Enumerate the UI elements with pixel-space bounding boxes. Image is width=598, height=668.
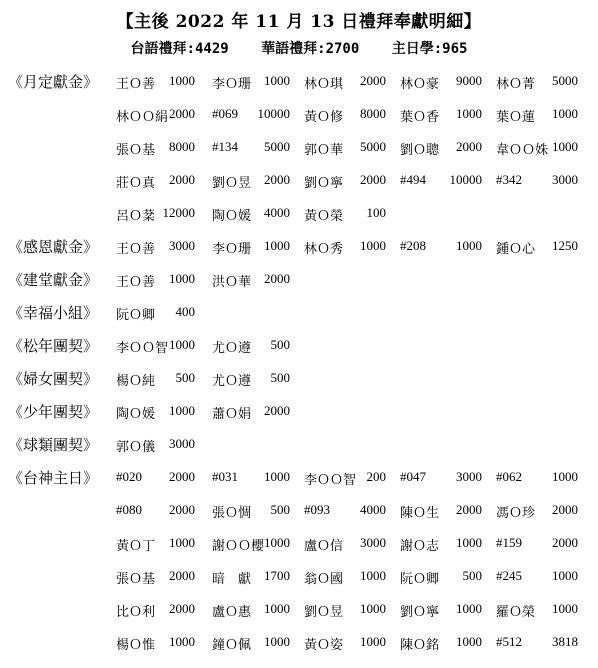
donation-amount: 10000	[257, 106, 290, 121]
donation-entry	[304, 535, 386, 554]
donation-amount: 400	[175, 304, 195, 319]
donation-amount: 1000	[456, 634, 482, 649]
donation-amount: 1000	[169, 535, 195, 550]
donation-entry	[212, 205, 290, 224]
donor-name: 陳Ｏ銘	[400, 637, 440, 652]
donation-amount: 2000	[169, 172, 195, 187]
donor-name: 尤Ｏ遵	[212, 340, 252, 355]
donation-entry	[400, 469, 482, 485]
donation-amount: 5000	[552, 73, 578, 88]
donation-entry	[496, 535, 578, 551]
donation-entry	[212, 469, 290, 485]
donor-name: #062	[496, 469, 522, 484]
donation-amount: 5000	[360, 139, 386, 154]
donation-entry	[116, 106, 195, 125]
donation-amount: 4000	[264, 205, 290, 220]
donor-name: 王Ｏ善	[116, 76, 156, 91]
donation-amount: 2000	[360, 73, 386, 88]
donation-entry	[496, 172, 578, 188]
donation-amount: 4000	[360, 502, 386, 517]
donation-amount: 9000	[456, 73, 482, 88]
donation-entry	[496, 568, 578, 584]
donation-amount: 1000	[264, 634, 290, 649]
donation-entry	[400, 502, 482, 521]
donation-entry	[212, 238, 290, 257]
section-label: 《月定獻金》	[8, 73, 99, 91]
donor-name: #494	[400, 172, 426, 187]
donation-entry	[212, 271, 290, 290]
donation-amount: 1000	[456, 106, 482, 121]
donor-name: #208	[400, 238, 426, 253]
donor-name: 盧Ｏ惠	[212, 604, 252, 619]
donation-entry	[116, 601, 195, 620]
donation-entry	[116, 304, 195, 323]
donor-name: 劉Ｏ寧	[400, 604, 440, 619]
donation-amount: 2000	[169, 601, 195, 616]
donor-name: #134	[212, 139, 238, 154]
donor-name: 比Ｏ利	[116, 604, 156, 619]
section-label: 《建堂獻金》	[8, 271, 99, 289]
donor-name: 黃Ｏ姿	[304, 637, 344, 652]
donation-entry	[116, 139, 195, 158]
donation-amount: 1000	[360, 601, 386, 616]
donation-amount: 1000	[264, 601, 290, 616]
donor-name: 陶Ｏ媛	[212, 208, 252, 223]
donation-amount: 1000	[264, 73, 290, 88]
donor-name: 林Ｏ豪	[400, 76, 440, 91]
donation-entry	[400, 106, 482, 125]
donation-entry	[496, 73, 578, 92]
donor-name: 暗 獻	[212, 571, 252, 586]
donation-amount: 2000	[169, 502, 195, 517]
donation-entry	[304, 634, 386, 653]
donation-entry	[116, 337, 195, 356]
donation-amount: 1000	[360, 238, 386, 253]
donor-name: #159	[496, 535, 522, 550]
donation-amount: 2000	[169, 469, 195, 484]
donation-amount: 8000	[169, 139, 195, 154]
donation-amount: 2000	[456, 502, 482, 517]
donor-name: 劉Ｏ寧	[304, 175, 344, 190]
donor-name: #020	[116, 469, 142, 484]
donation-entry	[496, 106, 578, 125]
donation-amount: 8000	[360, 106, 386, 121]
section-label: 《少年團契》	[8, 403, 99, 421]
donation-amount: 1000	[169, 634, 195, 649]
donor-name: 黃Ｏ榮	[304, 208, 344, 223]
donation-entry	[400, 535, 482, 554]
donation-entry	[116, 502, 195, 518]
donation-entry	[496, 469, 578, 485]
donor-name: 李Ｏ珊	[212, 76, 252, 91]
donation-amount: 1000	[552, 139, 578, 154]
donation-entry	[400, 238, 482, 254]
donor-name: 張Ｏ惆	[212, 505, 252, 520]
donation-amount: 500	[270, 337, 290, 352]
donation-entry	[212, 403, 290, 422]
donor-name: 謝Ｏ志	[400, 538, 440, 553]
donation-amount: 2000	[360, 172, 386, 187]
donation-entry	[304, 601, 386, 620]
donor-name: 蕭Ｏ娟	[212, 406, 252, 421]
donation-amount: 1700	[264, 568, 290, 583]
donation-entry	[116, 370, 195, 389]
donor-name: 韋ＯＯ姝	[496, 142, 549, 157]
donor-name: 郭Ｏ華	[304, 142, 344, 157]
donation-amount: 2000	[264, 172, 290, 187]
donor-name: 林Ｏ秀	[304, 241, 344, 256]
donation-entry	[212, 73, 290, 92]
donation-amount: 1000	[169, 73, 195, 88]
donation-entry	[116, 403, 195, 422]
donation-amount: 2000	[264, 271, 290, 286]
donor-name: 李ＯＯ智	[116, 340, 169, 355]
attendance-summary	[0, 38, 598, 58]
donation-entry	[212, 337, 290, 356]
donation-entry	[304, 73, 386, 92]
donation-entry	[304, 238, 386, 257]
donation-entry	[212, 634, 290, 653]
donor-name: 陳Ｏ生	[400, 505, 440, 520]
donation-entry	[212, 370, 290, 389]
donor-name: 馮Ｏ珍	[496, 505, 536, 520]
donor-name: 王Ｏ善	[116, 241, 156, 256]
page-title: 【主後 2022 年 11 月 13 日禮拜奉獻明細】	[116, 12, 482, 32]
donor-name: 阮Ｏ卿	[116, 307, 156, 322]
donation-entry	[116, 568, 195, 587]
donation-amount: 1000	[169, 337, 195, 352]
donor-name: 謝ＯＯ櫻	[212, 538, 265, 553]
donation-amount: 12000	[162, 205, 195, 220]
donor-name: 林Ｏ菁	[496, 76, 536, 91]
donation-entry	[212, 535, 290, 554]
donation-entry	[212, 106, 290, 122]
donor-name: #031	[212, 469, 238, 484]
donation-amount: 500	[270, 502, 290, 517]
donation-entry	[116, 535, 195, 554]
donation-amount: 10000	[449, 172, 482, 187]
donation-amount: 500	[270, 370, 290, 385]
donation-amount: 1000	[552, 568, 578, 583]
donation-entry	[116, 469, 195, 485]
donation-entry	[496, 502, 578, 521]
donation-amount: 500	[462, 568, 482, 583]
donor-name: 黃Ｏ丁	[116, 538, 156, 553]
donation-amount: 1000	[360, 568, 386, 583]
donation-amount: 1250	[552, 238, 578, 253]
donor-name: 陶Ｏ媛	[116, 406, 156, 421]
donor-name: #080	[116, 502, 142, 517]
donation-amount: 2000	[552, 502, 578, 517]
donor-name: 王Ｏ善	[116, 274, 156, 289]
donor-name: #047	[400, 469, 426, 484]
donor-name: 阮Ｏ卿	[400, 571, 440, 586]
donation-entry	[116, 205, 195, 224]
donation-entry	[304, 106, 386, 125]
donor-name: 楊Ｏ純	[116, 373, 156, 388]
donation-amount: 2000	[552, 535, 578, 550]
section-label: 《球類團契》	[8, 436, 99, 454]
donation-entry	[212, 502, 290, 521]
section-label: 《感恩獻金》	[8, 238, 99, 256]
donation-entry	[304, 205, 386, 224]
donation-amount: 1000	[169, 271, 195, 286]
donation-entry	[496, 634, 578, 650]
donor-name: 劉Ｏ昱	[304, 604, 344, 619]
donor-name: 劉Ｏ聰	[400, 142, 440, 157]
donation-amount: 200	[366, 469, 386, 484]
donor-name: 呂Ｏ棻	[116, 208, 156, 223]
donor-name: 黃Ｏ修	[304, 109, 344, 124]
donor-name: 林ＯＯ絹	[116, 109, 169, 124]
donation-amount: 2000	[169, 568, 195, 583]
section-label: 《婦女團契》	[8, 370, 99, 388]
donation-amount: 1000	[552, 601, 578, 616]
donation-amount: 1000	[552, 469, 578, 484]
donation-entry	[116, 172, 195, 191]
donor-name: 翁Ｏ國	[304, 571, 344, 586]
donation-amount: 3818	[552, 634, 578, 649]
donation-amount: 2000	[456, 139, 482, 154]
donor-name: #069	[212, 106, 238, 121]
donation-amount: 2000	[264, 403, 290, 418]
donation-entry	[304, 469, 386, 488]
donation-entry	[400, 568, 482, 587]
donor-name: 莊Ｏ真	[116, 175, 156, 190]
donor-name: 張Ｏ基	[116, 142, 156, 157]
donor-name: 劉Ｏ昱	[212, 175, 252, 190]
donation-entry	[304, 139, 386, 158]
donor-name: 葉Ｏ香	[400, 109, 440, 124]
donation-amount: 3000	[169, 238, 195, 253]
donation-amount: 3000	[552, 172, 578, 187]
donor-name: 楊Ｏ惟	[116, 637, 156, 652]
donation-amount: 500	[175, 370, 195, 385]
donation-entry	[496, 238, 578, 257]
donation-amount: 1000	[552, 106, 578, 121]
donation-entry	[116, 436, 195, 455]
donation-entry	[400, 73, 482, 92]
donation-entry	[212, 139, 290, 155]
donation-amount: 3000	[169, 436, 195, 451]
donation-amount: 1000	[456, 535, 482, 550]
donation-entry	[304, 502, 386, 518]
donation-entry	[400, 634, 482, 653]
donation-amount: 1000	[169, 403, 195, 418]
donor-name: 盧Ｏ信	[304, 538, 344, 553]
donor-name: 尤Ｏ遵	[212, 373, 252, 388]
donation-entry	[116, 634, 195, 653]
donor-name: #512	[496, 634, 522, 649]
donation-amount: 1000	[264, 535, 291, 550]
donation-amount: 3000	[360, 535, 386, 550]
donor-name: #093	[304, 502, 330, 517]
donor-name: 鍾Ｏ心	[496, 241, 536, 256]
donation-entry	[304, 568, 386, 587]
section-label: 《幸福小組》	[8, 304, 99, 322]
donation-entry	[496, 139, 578, 158]
donation-amount: 1000	[360, 634, 386, 649]
taiwanese-service-total: 台語禮拜:4429	[130, 41, 229, 57]
donation-entry	[116, 271, 195, 290]
donor-name: 羅Ｏ榮	[496, 604, 536, 619]
donation-entry	[212, 568, 290, 587]
mandarin-service-total: 華語禮拜:2700	[261, 41, 360, 57]
section-label: 《台神主日》	[8, 469, 99, 487]
donation-amount: 5000	[264, 139, 290, 154]
donor-name: 郭Ｏ儀	[116, 439, 156, 454]
donation-entry	[400, 601, 482, 620]
donor-name: 葉Ｏ蓮	[496, 109, 536, 124]
donation-entry	[116, 238, 195, 257]
donation-entry	[212, 172, 290, 191]
section-label: 《松年團契》	[8, 337, 99, 355]
donation-entry	[116, 73, 195, 92]
donor-name: #245	[496, 568, 522, 583]
sunday-school-total: 主日學:965	[391, 41, 468, 57]
donation-amount: 1000	[456, 601, 482, 616]
donor-name: 李Ｏ珊	[212, 241, 252, 256]
donation-amount: 3000	[456, 469, 482, 484]
donation-entry	[400, 139, 482, 158]
donation-entry	[212, 601, 290, 620]
donation-amount: 1000	[456, 238, 482, 253]
donation-amount: 1000	[264, 469, 290, 484]
donor-name: 張Ｏ基	[116, 571, 156, 586]
donation-amount: 1000	[264, 238, 290, 253]
donation-entry	[400, 172, 482, 188]
donation-amount: 100	[366, 205, 386, 220]
donation-entry	[304, 172, 386, 191]
donor-name: 林Ｏ琪	[304, 76, 344, 91]
donor-name: #342	[496, 172, 522, 187]
donation-entry	[496, 601, 578, 620]
donor-name: 李ＯＯ智	[304, 472, 357, 487]
donor-name: 洪Ｏ華	[212, 274, 252, 289]
donation-amount: 2000	[169, 106, 195, 121]
donor-name: 鐘Ｏ佩	[212, 637, 252, 652]
